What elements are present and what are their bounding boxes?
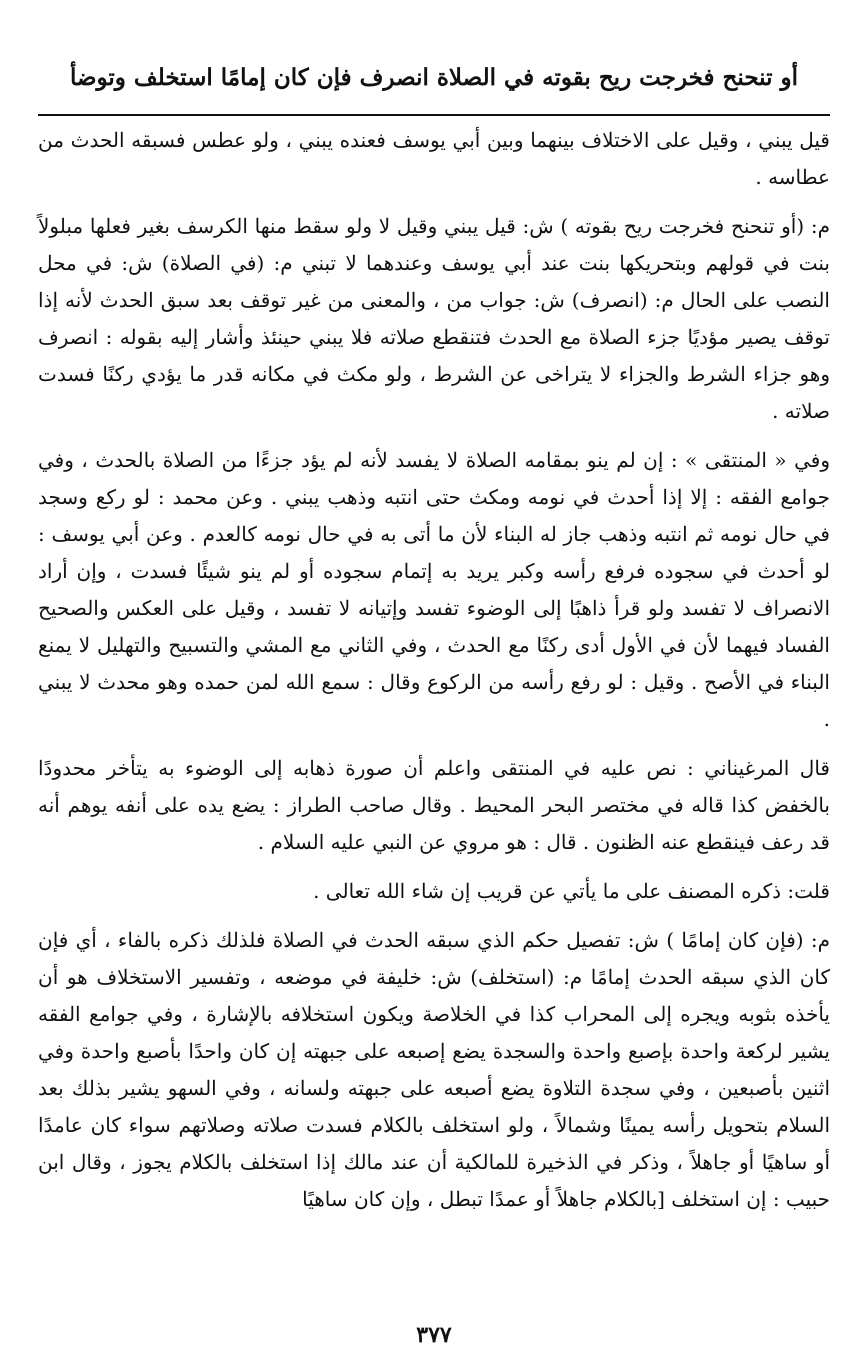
paragraph: قيل يبني ، وقيل على الاختلاف بينهما وبين أبي يوسف فعنده يبني ، ولو عطس فسبقه الحدث من عطاسه . <box>38 128 830 189</box>
paragraph: وفي « المنتقى » : إن لم ينو بمقامه الصلاة لا يفسد لأنه لم يؤد جزءًا من الصلاة بالحدث ، وفي جوامع الفقه : إلا إذا أحدث في نومه ومكث حتى انتبه وذهب يبني . وعن محمد : لو ركع وسجد في حال نومه ثم انتبه وذهب جاز له البناء لأن ما أتى به في حال نومه كالعدم . وعن أبي يوسف : لو أحدث في سجوده فرفع رأسه وكبر يريد به إتمام سجوده أو لم ينو شيئًا فسدت ، وإن أراد الانصراف لا تفسد ولو قرأ ذاهبًا إلى الوضوء تفسد وإتيانه لا تفسد ، وقيل على العكس والصحيح الفساد فيهما لأن في الأول أدى ركنًا مع الحدث ، وفي الثاني مع المشي والتسبيح والتهليل لا يمنع البناء في الأصح . وقيل : لو رفع رأسه من الركوع وقال : سمع الله لمن حمده وهو محدث لا يبني . <box>38 448 830 731</box>
running-head: أو تنحنح فخرجت ريح بقوته في الصلاة انصرف فإن كان إمامًا استخلف وتوضأ <box>69 64 799 91</box>
header-rule <box>38 114 830 116</box>
page-number: ٣٧٧ <box>416 1322 452 1348</box>
paragraph: قلت: ذكره المصنف على ما يأتي عن قريب إن شاء الله تعالى . <box>313 879 830 903</box>
page-body <box>38 122 830 1218</box>
paragraph: م: (أو تنحنح فخرجت ريح بقوته ) ش: قيل يبني وقيل لا ولو سقط منها الكرسف بغير فعلها مبلولاً بنت في قولهم وبتحريكها بنت عند أبي يوسف وعندهما لا تبني م: (في الصلاة) ش: في محل النصب على الحال م: (انصرف) ش: جواب من ، والمعنى من غير توقف بعد سبق الحدث لأنه إذا توقف يصير مؤديًا جزء الصلاة مع الحدث فتنقطع صلاته فلا يبني حينئذ وأشار إليه بقوله : انصرف وهو جزاء الشرط والجزاء لا يتراخى عن الشرط ، ولو مكث في مكانه قدر ما يؤدي ركنًا فسدت صلاته . <box>38 214 830 423</box>
paragraph: م: (فإن كان إمامًا ) ش: تفصيل حكم الذي سبقه الحدث في الصلاة فلذلك ذكره بالفاء ، أي فإن كان الذي سبقه الحدث إمامًا م: (استخلف) ش: خليفة في موضعه ، وتفسير الاستخلاف هو أن يأخذه بثوبه ويجره إلى المحراب كذا في الخلاصة ويكون استخلافه بالإشارة ، وفي جوامع الفقه يشير لركعة واحدة بإصبع واحدة والسجدة يضع إصبعه على جبهته إن كان واحدًا بأصبع واحدة وفي اثنين بأصبعين ، وفي سجدة التلاوة يضع أصبعه على جبهته ولسانه ، وفي السهو يشير بذلك بعد السلام بتحويل رأسه يمينًا وشمالاً ، ولو استخلف بالكلام فسدت صلاته وصلاتهم سواء كان عامدًا أو ساهيًا أو جاهلاً ، وذكر في الذخيرة للمالكية أن عند مالك إذا استخلف بالكلام يجوز ، وقال ابن حبيب : إن استخلف [بالكلام جاهلاً أو عمدًا تبطل ، وإن كان ساهيًا <box>38 928 830 1211</box>
paragraph: قال المرغيناني : نص عليه في المنتقى واعلم أن صورة ذهابه إلى الوضوء به يتأخر محدودًا بالخفض كذا قاله في مختصر البحر المحيط . وقال صاحب الطراز : يضع يده على أنفه يوهم أنه قد رعف فينقطع عنه الظنون . قال : هو مروي عن النبي عليه السلام . <box>38 756 830 854</box>
